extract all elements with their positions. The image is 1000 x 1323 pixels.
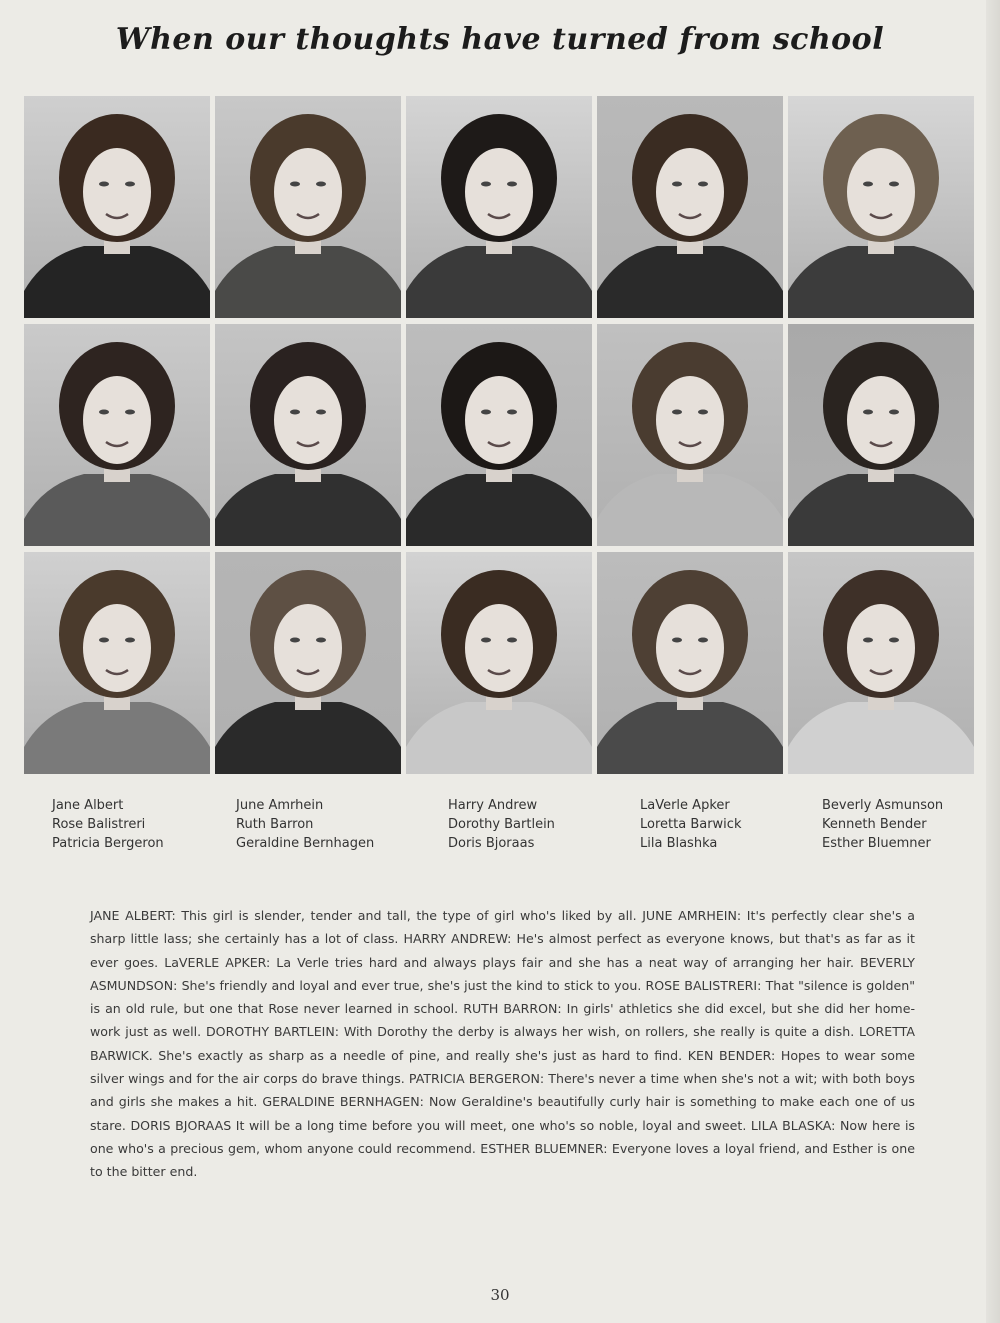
attire (215, 246, 401, 318)
eye (863, 182, 873, 187)
eye (698, 182, 708, 187)
student-name: Kenneth Bender (822, 817, 927, 832)
student-name: Lila Blashka (640, 836, 718, 851)
eye (99, 410, 109, 415)
name-column (448, 796, 640, 853)
student-name: Esther Bluemner (822, 836, 931, 851)
attire (406, 474, 592, 546)
portrait-photo (788, 96, 974, 318)
page-title: When our thoughts have turned from school (115, 22, 885, 57)
portrait-photo (24, 324, 210, 546)
face (465, 148, 533, 236)
portrait-photo (597, 324, 783, 546)
name-column (52, 796, 236, 853)
attire (24, 474, 210, 546)
attire (788, 246, 974, 318)
portrait-figure (215, 552, 401, 774)
attire (788, 702, 974, 774)
face (83, 604, 151, 692)
student-name: Beverly Asmunson (822, 798, 944, 813)
eye (507, 410, 517, 415)
eye (481, 410, 491, 415)
eye (481, 638, 491, 643)
portrait-figure (215, 96, 401, 318)
eye (290, 638, 300, 643)
attire (215, 702, 401, 774)
attire (406, 246, 592, 318)
attire (597, 246, 783, 318)
eye (125, 410, 135, 415)
portrait-photo (597, 96, 783, 318)
face (847, 604, 915, 692)
eye (99, 638, 109, 643)
portrait-photo (215, 552, 401, 774)
attire (788, 474, 974, 546)
eye (316, 182, 326, 187)
face (465, 376, 533, 464)
eye (316, 638, 326, 643)
name-column (640, 796, 822, 853)
face (274, 604, 342, 692)
bio-paragraph: JANE ALBERT: This girl is slender, tender and tall, the type of girl who's liked by all. JUNE AMRHEIN: It's perfectly clear she's a sharp little lass; she certainly has a lot of class. HARRY ANDREW: He's almost perfect as everyone knows, but that's as far as it ever goes. LaVERLE APKER: La Verle tries hard and always plays fair and she has a neat way of arranging her hair. BEVERLY ASMUNDSON: She's friendly and loyal and ever true, she's just the kind to stick to you. ROSE BALISTRERI: That "silence is golden" is an old rule, but one that Rose never learned in school. RUTH BARRON: In girls' athletics she did excel, but she did her home-work just as well. DOROTHY BARTLEIN: With Dorothy the derby is always her wish, on rollers, she really is quite a dish. LORETTA BARWICK. She's exactly as sharp as a needle of pine, and really she's just as hard to find. KEN BENDER: Hopes to wear some silver wings and for the air corps do brave things. PATRICIA BERGERON: There's never a time when she's not a wit; with both boys and girls she makes a hit. GERALDINE BERNHAGEN: Now Geraldine's beautifully curly hair is something to make each one of us stare. DORIS BJORAAS It will be a long time before you will meet, one who's so noble, loyal and sweet. LILA BLASKA: Now here is one who's a precious gem, whom anyone could recommend. ESTHER BLUEMNER: Everyone loves a loyal friend, and Esther is one to the bitter end. (90, 908, 915, 1180)
student-name: Harry Andrew (448, 798, 538, 813)
portrait-photo (406, 96, 592, 318)
name-list (52, 796, 972, 853)
student-name: Doris Bjoraas (448, 836, 535, 851)
page-edge (986, 0, 1000, 1323)
face (83, 376, 151, 464)
portrait-figure (597, 96, 783, 318)
eye (507, 638, 517, 643)
eye (125, 638, 135, 643)
student-name: Loretta Barwick (640, 817, 742, 832)
portrait-figure (215, 324, 401, 546)
face (656, 376, 724, 464)
attire (215, 474, 401, 546)
portrait-figure (24, 96, 210, 318)
portrait-figure (406, 324, 592, 546)
face (465, 604, 533, 692)
eye (481, 182, 491, 187)
face (274, 376, 342, 464)
attire (597, 474, 783, 546)
name-column (822, 796, 972, 853)
portrait-figure (406, 96, 592, 318)
eye (316, 410, 326, 415)
attire (406, 702, 592, 774)
student-name: Geraldine Bernhagen (236, 836, 375, 851)
face (274, 148, 342, 236)
eye (125, 182, 135, 187)
portrait-photo (406, 324, 592, 546)
portrait-figure (406, 552, 592, 774)
student-name: Rose Balistreri (52, 817, 146, 832)
page-number: 30 (490, 1286, 510, 1304)
face (83, 148, 151, 236)
eye (698, 410, 708, 415)
student-name: Ruth Barron (236, 817, 314, 832)
portrait-photo (788, 324, 974, 546)
portrait-figure (597, 324, 783, 546)
face (847, 376, 915, 464)
portrait-figure (788, 552, 974, 774)
student-name: Jane Albert (52, 798, 124, 813)
student-name: June Amrhein (236, 798, 324, 813)
name-column (236, 796, 448, 853)
eye (507, 182, 517, 187)
eye (290, 410, 300, 415)
eye (99, 182, 109, 187)
portrait-figure (597, 552, 783, 774)
portrait-figure (788, 324, 974, 546)
eye (672, 638, 682, 643)
attire (24, 246, 210, 318)
student-name: LaVerle Apker (640, 798, 730, 813)
portrait-photo (24, 96, 210, 318)
portrait-figure (24, 324, 210, 546)
face (656, 148, 724, 236)
face (656, 604, 724, 692)
student-name: Patricia Bergeron (52, 836, 164, 851)
portrait-photo (406, 552, 592, 774)
attire (24, 702, 210, 774)
eye (672, 410, 682, 415)
eye (698, 638, 708, 643)
portrait-photo (597, 552, 783, 774)
eye (889, 182, 899, 187)
eye (863, 410, 873, 415)
student-name: Dorothy Bartlein (448, 817, 555, 832)
eye (863, 638, 873, 643)
portrait-photo (215, 96, 401, 318)
attire (597, 702, 783, 774)
eye (290, 182, 300, 187)
eye (889, 638, 899, 643)
portrait-figure (788, 96, 974, 318)
face (847, 148, 915, 236)
portrait-photo (24, 552, 210, 774)
portrait-photo (788, 552, 974, 774)
portrait-photo (215, 324, 401, 546)
portrait-figure (24, 552, 210, 774)
eye (889, 410, 899, 415)
portrait-grid (24, 96, 976, 774)
eye (672, 182, 682, 187)
